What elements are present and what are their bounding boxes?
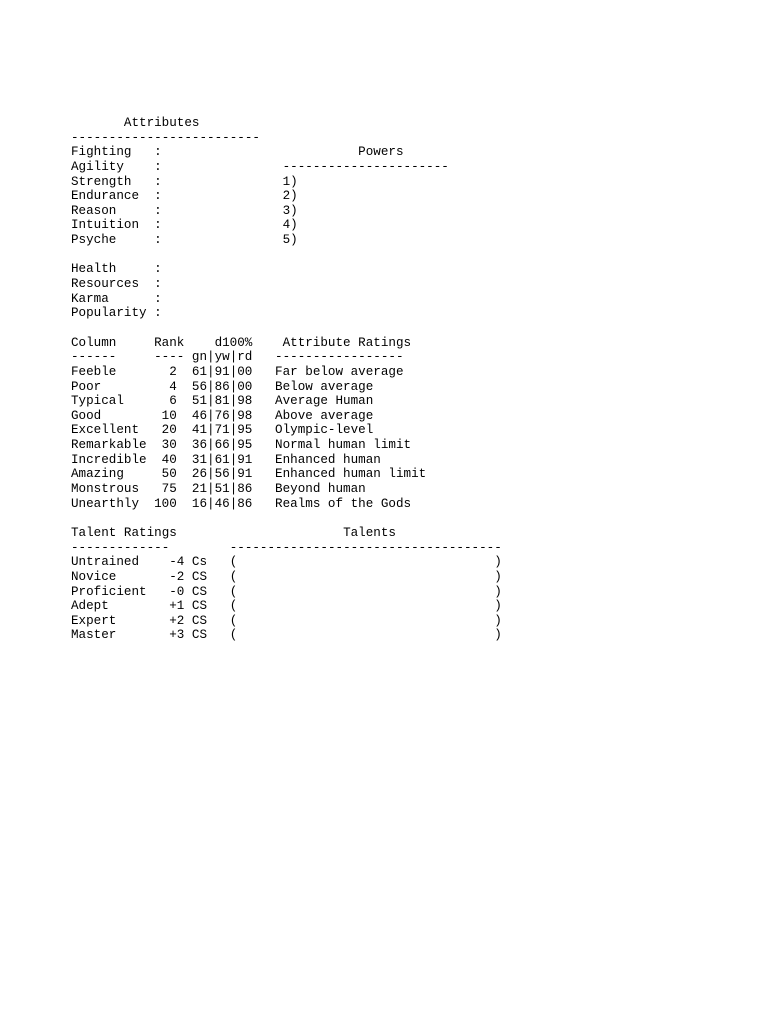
rank-column-name: Poor <box>71 379 102 394</box>
attribute-row <box>71 189 751 204</box>
rank-d100: 21|51|86 <box>191 482 253 497</box>
rank-row <box>71 453 751 468</box>
powers-title: Powers <box>358 145 404 160</box>
attribute-sep: : <box>154 189 162 204</box>
talent-row <box>71 614 751 629</box>
rank-rule-d100: gn|yw|rd <box>191 350 253 365</box>
power-slot: 4) <box>282 218 298 233</box>
rank-value: 100 <box>154 496 177 511</box>
rank-header-column: Column <box>71 335 117 350</box>
rank-value: 50 <box>161 467 177 482</box>
talent-close: ) <box>494 613 502 628</box>
rank-row <box>71 409 751 424</box>
power-slot: 5) <box>282 233 298 248</box>
rank-rule-column: ------ <box>71 350 117 365</box>
secondary-name: Popularity <box>71 306 147 321</box>
rank-header-row <box>71 336 751 351</box>
talent-mod: -0 CS <box>169 584 208 599</box>
rank-column-name: Excellent <box>71 423 140 438</box>
rank-row <box>71 380 751 395</box>
talent-mod: -4 Cs <box>169 555 208 570</box>
talent-close: ) <box>494 599 502 614</box>
attribute-sep: : <box>154 174 162 189</box>
secondary-block <box>71 262 751 321</box>
talent-row <box>71 570 751 585</box>
talent-header-row <box>71 526 751 541</box>
secondary-row <box>71 292 751 307</box>
talent-table <box>71 526 751 643</box>
talent-ratings-rule: ------------- <box>71 540 170 555</box>
rank-value: 4 <box>169 379 177 394</box>
rank-rating: Enhanced human limit <box>275 467 427 482</box>
talents-title: Talents <box>343 525 396 540</box>
rank-d100: 36|66|95 <box>191 438 253 453</box>
rank-rating: Average Human <box>275 394 374 409</box>
rank-rating: Enhanced human <box>275 452 381 467</box>
secondary-row <box>71 277 751 292</box>
talent-name: Adept <box>71 599 109 614</box>
attribute-sep: : <box>154 218 162 233</box>
talent-open: ( <box>229 599 238 614</box>
rank-column-name: Unearthly <box>71 496 140 511</box>
talent-mod: +2 CS <box>169 613 208 628</box>
talent-name: Novice <box>71 569 117 584</box>
rank-table <box>71 336 751 512</box>
rank-column-name: Feeble <box>71 364 117 379</box>
rank-rating: Below average <box>275 379 374 394</box>
rank-value: 30 <box>161 438 177 453</box>
secondary-sep: : <box>154 277 162 292</box>
rank-d100: 41|71|95 <box>191 423 253 438</box>
power-slot: 1) <box>282 174 298 189</box>
rank-rating: Beyond human <box>275 482 366 497</box>
attribute-sep: : <box>154 233 162 248</box>
attribute-row <box>71 204 751 219</box>
powers-rule: ---------------------- <box>282 159 449 174</box>
power-slot: 2) <box>282 189 298 204</box>
rank-rating: Normal human limit <box>275 438 412 453</box>
talent-mod: -2 CS <box>169 569 208 584</box>
attribute-name: Endurance <box>71 189 140 204</box>
talent-row <box>71 585 751 600</box>
rank-row <box>71 394 751 409</box>
attribute-name: Fighting <box>71 145 132 160</box>
talent-ratings-title: Talent Ratings <box>71 525 177 540</box>
talent-open: ( <box>229 613 238 628</box>
talent-open: ( <box>229 584 238 599</box>
talent-mod: +1 CS <box>169 599 208 614</box>
rank-rating: Olympic-level <box>275 423 374 438</box>
rank-row <box>71 497 751 512</box>
attribute-name: Intuition <box>71 218 140 233</box>
rank-d100: 31|61|91 <box>191 452 253 467</box>
talent-row <box>71 555 751 570</box>
secondary-name: Resources <box>71 277 140 292</box>
attribute-name: Agility <box>71 159 124 174</box>
rank-d100: 16|46|86 <box>191 496 253 511</box>
talent-close: ) <box>494 569 502 584</box>
attributes-rule-line <box>71 131 751 146</box>
attribute-name: Reason <box>71 203 117 218</box>
talent-close: ) <box>494 628 502 643</box>
talent-rule-row <box>71 541 751 556</box>
attribute-row <box>71 160 751 175</box>
rank-value: 10 <box>161 408 177 423</box>
attributes-block <box>71 145 751 247</box>
rank-rating: Above average <box>275 408 374 423</box>
secondary-sep: : <box>154 291 162 306</box>
rank-d100: 26|56|91 <box>191 467 253 482</box>
talent-name: Untrained <box>71 555 140 570</box>
rank-d100: 61|91|00 <box>191 364 253 379</box>
rank-value: 2 <box>169 364 177 379</box>
rank-header-d100: d100% <box>214 335 253 350</box>
talent-close: ) <box>494 555 502 570</box>
rank-column-name: Good <box>71 408 102 423</box>
rank-rule-rank: ---- <box>154 350 185 365</box>
attribute-sep: : <box>154 145 162 160</box>
attributes-title: Attributes <box>123 116 200 130</box>
attribute-sep: : <box>154 203 162 218</box>
attribute-row <box>71 145 751 160</box>
rank-row <box>71 438 751 453</box>
rank-column-name: Incredible <box>71 452 147 467</box>
attribute-row <box>71 175 751 190</box>
secondary-sep: : <box>154 262 162 277</box>
attribute-name: Strength <box>71 174 132 189</box>
rank-row <box>71 467 751 482</box>
secondary-name: Karma <box>71 291 109 306</box>
rank-d100: 51|81|98 <box>191 394 253 409</box>
rank-column-name: Remarkable <box>71 438 147 453</box>
attributes-title-line <box>71 116 751 131</box>
rank-row <box>71 365 751 380</box>
secondary-sep: : <box>154 306 162 321</box>
rank-column-name: Monstrous <box>71 482 140 497</box>
secondary-row <box>71 262 751 277</box>
rank-d100: 46|76|98 <box>191 408 253 423</box>
talent-open: ( <box>229 628 238 643</box>
talent-row <box>71 628 751 643</box>
attribute-row <box>71 233 751 248</box>
rank-header-ratings: Attribute Ratings <box>282 335 412 350</box>
rank-rating: Realms of the Gods <box>275 496 412 511</box>
talent-row <box>71 599 751 614</box>
rank-column-name: Amazing <box>71 467 124 482</box>
talent-mod: +3 CS <box>169 628 208 643</box>
talent-name: Proficient <box>71 584 147 599</box>
talent-open: ( <box>229 569 238 584</box>
rank-value: 40 <box>161 452 177 467</box>
rank-column-name: Typical <box>71 394 124 409</box>
attribute-row <box>71 218 751 233</box>
rank-rating: Far below average <box>275 364 404 379</box>
talent-name: Master <box>71 628 117 643</box>
talent-name: Expert <box>71 613 117 628</box>
rank-row <box>71 423 751 438</box>
secondary-row <box>71 306 751 321</box>
rank-rule-ratings: ----------------- <box>275 350 404 365</box>
power-slot: 3) <box>282 203 298 218</box>
attribute-name: Psyche <box>71 233 117 248</box>
character-sheet <box>71 116 751 643</box>
attributes-rule: ------------------------- <box>71 130 260 145</box>
talent-open: ( <box>229 555 238 570</box>
talent-close: ) <box>494 584 502 599</box>
rank-value: 20 <box>161 423 177 438</box>
rank-row <box>71 482 751 497</box>
talents-rule: ------------------------------------ <box>229 540 502 555</box>
rank-d100: 56|86|00 <box>191 379 253 394</box>
attribute-sep: : <box>154 159 162 174</box>
rank-value: 6 <box>169 394 177 409</box>
rank-value: 75 <box>161 482 177 497</box>
rank-rule-row <box>71 350 751 365</box>
rank-header-rank: Rank <box>154 335 185 350</box>
secondary-name: Health <box>71 262 117 277</box>
